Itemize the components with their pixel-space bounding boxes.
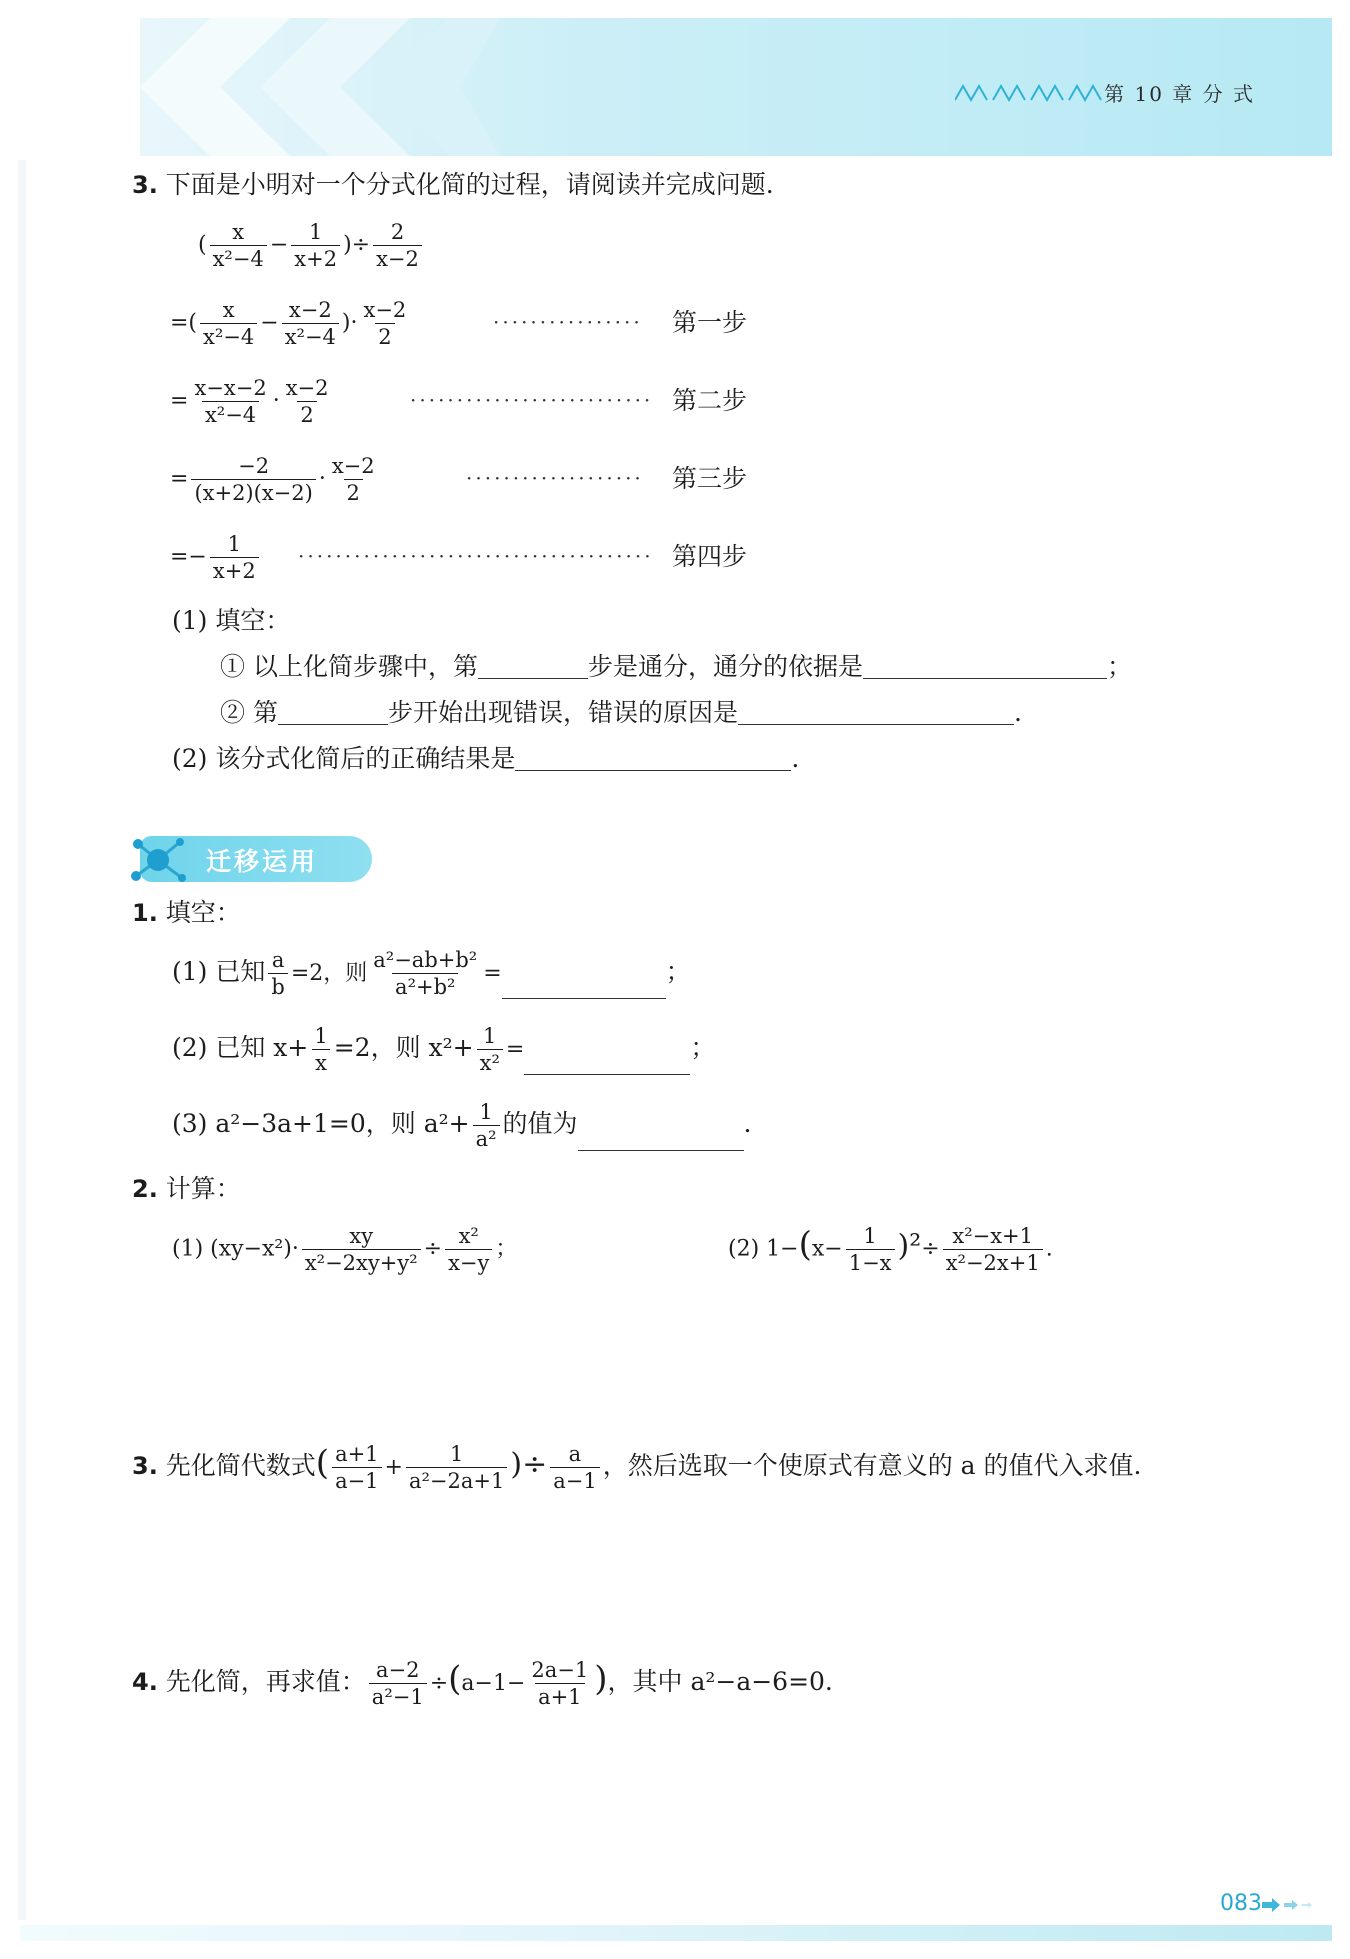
q3-part1-label: (1) 填空： bbox=[172, 606, 291, 635]
answer-blank[interactable] bbox=[578, 1126, 744, 1151]
t1-header: 1. 填空： bbox=[132, 898, 241, 927]
answer-blank[interactable] bbox=[738, 700, 1014, 725]
q3-part2: (2) 该分式化简后的正确结果是 . bbox=[172, 744, 800, 773]
q3-step3: = $\frac{-2}{(x+2)(x-2)}$ · $\frac{x-2}{2}$ bbox=[170, 454, 375, 506]
q3-step3-label: 第三步 bbox=[672, 464, 748, 493]
t1-item3: (3) a²−3a+1=0，则 a²+ $\frac{1}{\text{a²}}$ 的值为 . bbox=[172, 1100, 752, 1152]
t2-calc1: (1) (xy−x²)· $\frac{xy}{\text{x²−2xy+y²}}$ ÷ $\frac{\text{x²}}{x-y}$ ； bbox=[172, 1224, 518, 1276]
q3-step1-label: 第一步 bbox=[672, 308, 748, 337]
q3-number: 3. bbox=[132, 171, 158, 199]
answer-blank[interactable] bbox=[863, 654, 1107, 679]
t4: 4. 先化简，再求值： $\frac{a-2}{\text{a²−1}}$ ÷(a−1− $\frac{2a-1}{a+1}$ )，其中 a²−a−6=0. bbox=[132, 1658, 833, 1710]
answer-blank[interactable] bbox=[524, 1050, 690, 1075]
q3-dots2: ·························· bbox=[410, 388, 654, 412]
chevron-decoration-icon bbox=[140, 18, 500, 156]
triangle-pattern-icon bbox=[955, 82, 1105, 102]
q3-header bbox=[132, 172, 774, 197]
section-title: 迁移运用 bbox=[206, 847, 319, 876]
answer-blank[interactable] bbox=[502, 974, 666, 999]
q3-step4-label: 第四步 bbox=[672, 542, 748, 571]
t2-calc2: (2) 1−(x− $\frac{1}{1-x}$ )²÷ $\frac{\text{x²−x+1}}{\text{x²−2x+1}}$ . bbox=[728, 1224, 1053, 1276]
answer-blank[interactable] bbox=[515, 746, 791, 771]
q3-dots1: ················ bbox=[493, 310, 643, 334]
q3-step2-label: 第二步 bbox=[672, 386, 748, 415]
footer-band bbox=[20, 1925, 1332, 1941]
q3-step4: =− $\frac{1}{x+2}$ bbox=[170, 532, 262, 583]
q3-part1-b: ② 第 步开始出现错误，错误的原因是 . bbox=[220, 698, 1022, 727]
t3: 3. 先化简代数式( $\frac{a+1}{a-1}$ + $\frac{1}{\text{a²−2a+1}}$ )÷ $\frac{a}{a-1}$ ，然后选取一个使原式有意义的 a 的值代入求值. bbox=[132, 1442, 1142, 1494]
arrow-right-icon bbox=[1262, 1898, 1318, 1912]
answer-blank[interactable] bbox=[278, 700, 388, 725]
page-number: 083 bbox=[1220, 1891, 1262, 1916]
side-strip bbox=[18, 160, 26, 1920]
q3-step2: = $\frac{x-x-2}{\text{x²−4}}$ · $\frac{x-2}{2}$ bbox=[170, 376, 329, 428]
q3-step0: ( $\frac{x}{\text{x²−4}}$ − $\frac{1}{x+2}$ )÷ $\frac{2}{x-2}$ bbox=[198, 220, 425, 271]
t2-header: 2. 计算： bbox=[132, 1174, 241, 1203]
q3-prompt: 下面是小明对一个分式化简的过程，请阅读并完成问题. bbox=[165, 170, 774, 199]
t1-item2: (2) 已知 x+ $\frac{1}{x}$ =2，则 x²+ $\frac{1}{\text{x²}}$ = ； bbox=[172, 1024, 716, 1076]
q3-dots3: ··················· bbox=[466, 466, 644, 490]
q3-dots4: ······································ bbox=[298, 544, 654, 568]
t1-item1: (1) 已知 $\frac{a}{b}$ =2，则 $\frac{\text{a²−ab+b²}}{\text{a²+b²}}$ = ； bbox=[172, 948, 691, 1000]
molecule-icon bbox=[128, 832, 194, 888]
chapter-title: 第 10 章 分 式 bbox=[1104, 82, 1255, 106]
q3-step1: =( $\frac{x}{\text{x²−4}}$ − $\frac{x-2}{\text{x²−4}}$ )· $\frac{x-2}{2}$ bbox=[170, 298, 407, 350]
q3-part1-a: ① 以上化简步骤中，第 步是通分，通分的依据是 ； bbox=[220, 652, 1132, 681]
answer-blank[interactable] bbox=[478, 654, 588, 679]
